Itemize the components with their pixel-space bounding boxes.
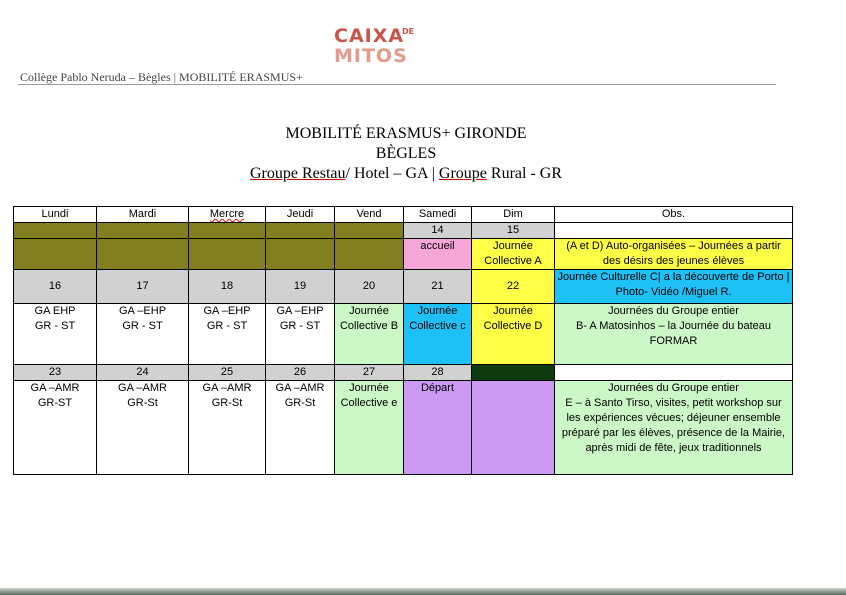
cell-date: 15 [472, 223, 555, 239]
cell-date: 14 [404, 223, 472, 239]
cell-empty [335, 239, 404, 270]
cell-date: 16 [14, 270, 97, 304]
cell-group: GA –AMR GR-St [189, 381, 266, 475]
col-header-dimanche: Dim [472, 207, 555, 223]
cell-empty [472, 365, 555, 381]
cell-date: 23 [14, 365, 97, 381]
title-rural: Rural - GR [486, 165, 563, 182]
cell-empty [555, 223, 793, 239]
table-row [14, 270, 793, 304]
cell-activity: Journée Collective D [472, 304, 555, 365]
table-row [14, 381, 793, 475]
cell-activity: Journée Collective B [335, 304, 404, 365]
cell-empty [97, 223, 189, 239]
col-header-lundi: Lundi [14, 207, 97, 223]
cell-date: 26 [266, 365, 335, 381]
cell-empty [189, 223, 266, 239]
table-row [14, 365, 793, 381]
cell-empty [266, 239, 335, 270]
cell-date: 24 [97, 365, 189, 381]
cell-group: GA –AMR GR-St [266, 381, 335, 475]
title-groupe: Groupe [438, 165, 487, 182]
cell-date: 27 [335, 365, 404, 381]
cell-date: 21 [404, 270, 472, 304]
svg-text:MITOS: MITOS [334, 45, 408, 67]
cell-group: GA EHP GR - ST [14, 304, 97, 365]
title-line-1: MOBILITÉ ERASMUS+ GIRONDE [285, 125, 527, 142]
cell-date: 17 [97, 270, 189, 304]
cell-date: 25 [189, 365, 266, 381]
cell-obs: Journées du Groupe entier B- A Matosinhos – la Journée du bateau FORMAR [555, 304, 793, 365]
cell-date: 18 [189, 270, 266, 304]
cell-obs: Journées du Groupe entier E – à Santo Tirso, visites, petit workshop sur les expériences vécues; déjeuner ensemble préparé par les élèves, présence de la Mairie, après midi de fête, jeux traditionnels [555, 381, 793, 475]
svg-text:CAIXA: CAIXA [334, 25, 405, 47]
title-group-restau: Groupe Restau [249, 165, 346, 182]
cell-group: GA –AMR GR-ST [14, 381, 97, 475]
cell-group: GA –AMR GR-St [97, 381, 189, 475]
cell-obs: (A et D) Auto-organisées – Journées a partir des désirs des jeunes élèves [555, 239, 793, 270]
cell-empty [266, 223, 335, 239]
col-header-mardi: Mardi [97, 207, 189, 223]
cell-group: GA –EHP GR - ST [97, 304, 189, 365]
col-header-jeudi: Jeudi [266, 207, 335, 223]
caixa-de-mitos-logo [332, 22, 428, 68]
cell-date: 19 [266, 270, 335, 304]
cell-empty [97, 239, 189, 270]
cell-obs: Journée Culturelle C| a la découverte de Porto | Photo- Vidéo /Miguel R. [555, 270, 793, 304]
title-line-3 [0, 164, 812, 184]
cell-activity: Départ [404, 381, 472, 475]
header-row [14, 207, 793, 223]
cell-group: GA –EHP GR - ST [189, 304, 266, 365]
cell-date: 20 [335, 270, 404, 304]
col-header-samedi: Samedi [404, 207, 472, 223]
cell-empty [189, 239, 266, 270]
document-title [0, 124, 812, 184]
cell-activity: Journée Collective A [472, 239, 555, 270]
col-header-vendredi: Vend [335, 207, 404, 223]
cell-activity: Journée Collective e [335, 381, 404, 475]
cell-group: GA –EHP GR - ST [266, 304, 335, 365]
header-divider [18, 84, 776, 85]
table-row [14, 304, 793, 365]
col-header-mercredi: Mercre [189, 207, 266, 223]
window-bottom-edge [0, 588, 846, 595]
cell-empty [472, 381, 555, 475]
cell-date: 28 [404, 365, 472, 381]
cell-activity: accueil [404, 239, 472, 270]
table-row [14, 239, 793, 270]
cell-empty [14, 239, 97, 270]
title-hotel: / Hotel – GA | [345, 165, 439, 182]
cell-empty [14, 223, 97, 239]
col-header-obs: Obs. [555, 207, 793, 223]
schedule-table [13, 206, 793, 475]
cell-empty [335, 223, 404, 239]
cell-activity: Journée Collective c [404, 304, 472, 365]
title-line-2: BÈGLES [375, 145, 437, 162]
table-row [14, 223, 793, 239]
svg-text:DE: DE [402, 27, 415, 36]
cell-date: 22 [472, 270, 555, 304]
page-header: Collège Pablo Neruda – Bègles | MOBILITÉ ERASMUS+ [20, 70, 303, 84]
cell-empty [555, 365, 793, 381]
